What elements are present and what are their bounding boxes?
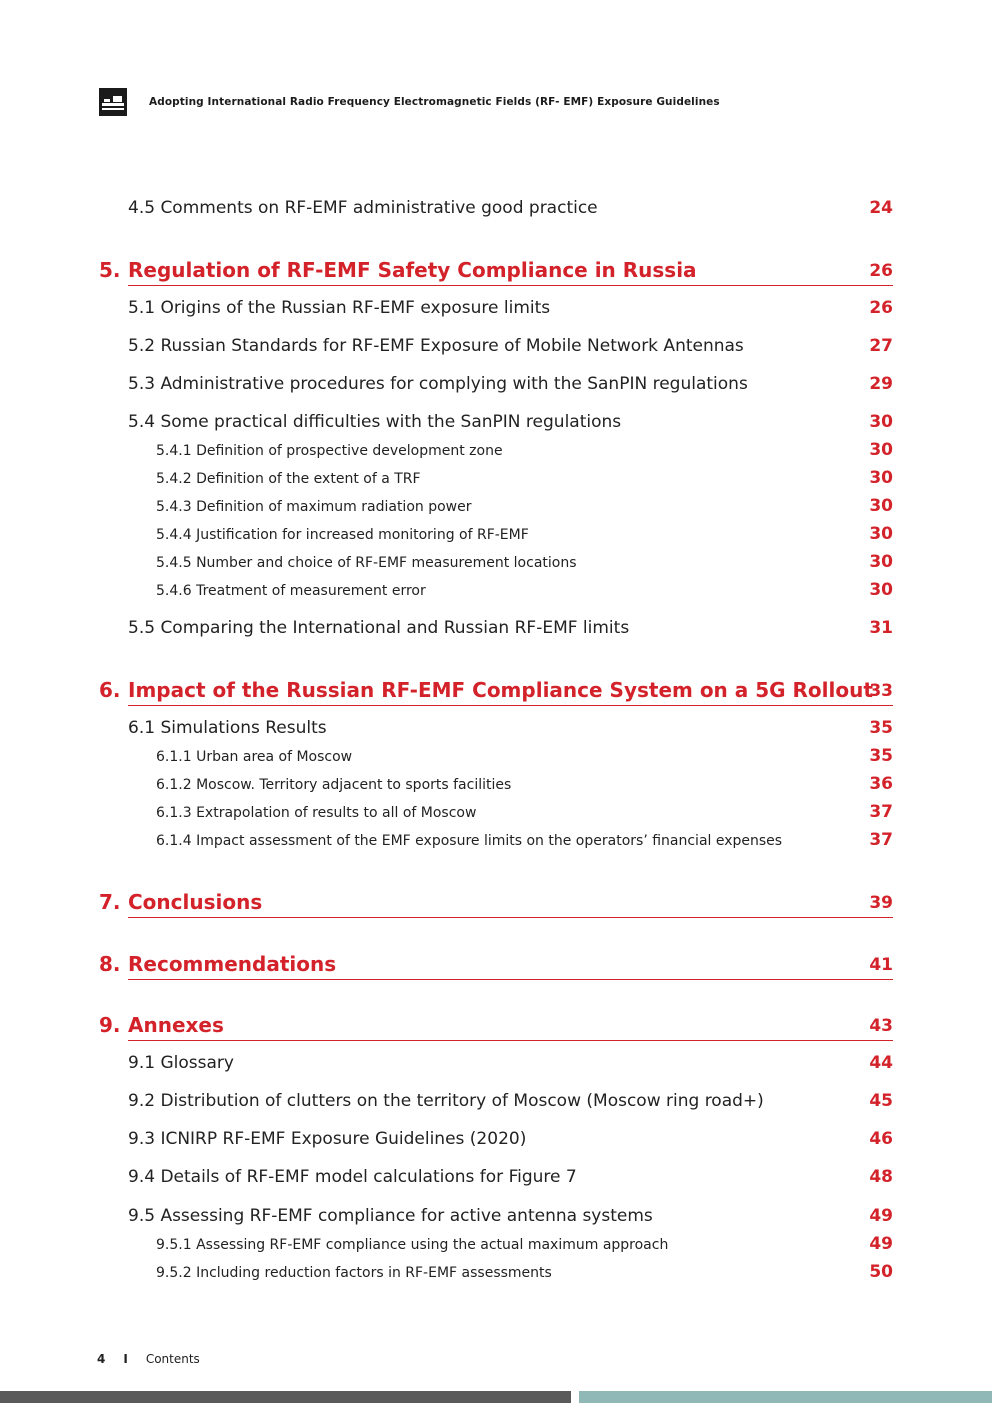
section-divider <box>128 979 893 980</box>
footer-bar-teal <box>579 1391 992 1403</box>
toc-entry-title: 9.3 ICNIRP RF-EMF Exposure Guidelines (2020) <box>128 1129 527 1149</box>
toc-subentry-page: 30 <box>869 552 893 572</box>
toc-entry-title: 9.1 Glossary <box>128 1053 234 1073</box>
toc-subentry-page: 35 <box>869 746 893 766</box>
toc-entry-page: 31 <box>869 618 893 638</box>
toc-subentry-page: 50 <box>869 1262 893 1282</box>
toc-subentry-title: 5.4.3 Definition of maximum radiation power <box>156 499 472 515</box>
page-header <box>99 88 720 116</box>
toc-subentry-page: 30 <box>869 468 893 488</box>
toc-subentry-page: 30 <box>869 580 893 600</box>
toc-entry-page: 48 <box>869 1167 893 1187</box>
toc-entry-title: 5.5 Comparing the International and Russian RF-EMF limits <box>128 618 630 638</box>
section-number: 7. <box>99 890 121 914</box>
publisher-logo-icon <box>99 88 127 116</box>
toc-subentry-page: 30 <box>869 496 893 516</box>
toc-entry-page: 44 <box>869 1053 893 1073</box>
toc-entry-title: 5.1 Origins of the Russian RF-EMF exposure limits <box>128 298 551 318</box>
toc-entry-title: 9.5 Assessing RF-EMF compliance for active antenna systems <box>128 1206 653 1226</box>
toc-entry-title: 9.2 Distribution of clutters on the territory of Moscow (Moscow ring road+) <box>128 1091 764 1111</box>
section-page: 33 <box>869 681 893 701</box>
section-number: 6. <box>99 678 121 702</box>
section-divider <box>128 285 893 286</box>
toc-entry-page: 24 <box>869 198 893 218</box>
toc-subentry-title: 5.4.4 Justification for increased monitoring of RF-EMF <box>156 527 529 543</box>
toc-subentry-page: 37 <box>869 802 893 822</box>
toc-subentry-title: 5.4.5 Number and choice of RF-EMF measurement locations <box>156 555 577 571</box>
toc-subentry-title: 6.1.1 Urban area of Moscow <box>156 749 353 765</box>
section-divider <box>128 705 893 706</box>
section-title: Conclusions <box>128 890 263 914</box>
page-footer <box>97 1352 200 1366</box>
toc-entry-page: 26 <box>869 298 893 318</box>
toc-entry-title: 4.5 Comments on RF-EMF administrative good practice <box>128 198 598 218</box>
toc-subentry-page: 30 <box>869 440 893 460</box>
toc-subentry-title: 5.4.6 Treatment of measurement error <box>156 583 426 599</box>
section-number: 5. <box>99 258 121 282</box>
toc-entry-title: 5.2 Russian Standards for RF-EMF Exposure of Mobile Network Antennas <box>128 336 744 356</box>
toc-entry-title: 5.3 Administrative procedures for complying with the SanPIN regulations <box>128 374 748 394</box>
toc-entry-page: 27 <box>869 336 893 356</box>
section-title: Impact of the Russian RF-EMF Compliance System on a 5G Rollout <box>128 678 873 702</box>
toc-subentry-title: 9.5.1 Assessing RF-EMF compliance using the actual maximum approach <box>156 1237 669 1253</box>
toc-subentry-title: 5.4.1 Definition of prospective development zone <box>156 443 503 459</box>
toc-entry-page: 35 <box>869 718 893 738</box>
toc-subentry-title: 6.1.2 Moscow. Territory adjacent to sports facilities <box>156 777 512 793</box>
section-number: 9. <box>99 1013 121 1037</box>
toc-entry-title: 5.4 Some practical difficulties with the SanPIN regulations <box>128 412 622 432</box>
section-divider <box>128 1040 893 1041</box>
section-page: 39 <box>869 893 893 913</box>
toc-entry-page: 29 <box>869 374 893 394</box>
page-number: 4 <box>97 1352 106 1366</box>
toc-subentry-page: 30 <box>869 524 893 544</box>
section-divider <box>128 917 893 918</box>
toc-subentry-title: 9.5.2 Including reduction factors in RF-EMF assessments <box>156 1265 552 1281</box>
document-title: Adopting International Radio Frequency Electromagnetic Fields (RF- EMF) Exposure Guidelines <box>149 96 720 108</box>
section-title: Annexes <box>128 1013 224 1037</box>
toc-subentry-title: 5.4.2 Definition of the extent of a TRF <box>156 471 421 487</box>
toc-subentry-title: 6.1.3 Extrapolation of results to all of Moscow <box>156 805 477 821</box>
toc-entry-page: 45 <box>869 1091 893 1111</box>
footer-section-label: Contents <box>145 1352 200 1366</box>
toc-subentry-page: 49 <box>869 1234 893 1254</box>
toc-subentry-page: 36 <box>869 774 893 794</box>
section-title: Recommendations <box>128 952 337 976</box>
section-title: Regulation of RF-EMF Safety Compliance in Russia <box>128 258 697 282</box>
toc-entry-title: 9.4 Details of RF-EMF model calculations for Figure 7 <box>128 1167 577 1187</box>
section-page: 41 <box>869 955 893 975</box>
section-page: 26 <box>869 261 893 281</box>
footer-bar-dark <box>0 1391 571 1403</box>
section-number: 8. <box>99 952 121 976</box>
toc-entry-page: 30 <box>869 412 893 432</box>
toc-entry-title: 6.1 Simulations Results <box>128 718 327 738</box>
toc-subentry-title: 6.1.4 Impact assessment of the EMF exposure limits on the operators’ financial expenses <box>156 833 783 849</box>
footer-separator: I <box>123 1352 128 1366</box>
toc-entry-page: 46 <box>869 1129 893 1149</box>
toc-subentry-page: 37 <box>869 830 893 850</box>
section-page: 43 <box>869 1016 893 1036</box>
toc-entry-page: 49 <box>869 1206 893 1226</box>
